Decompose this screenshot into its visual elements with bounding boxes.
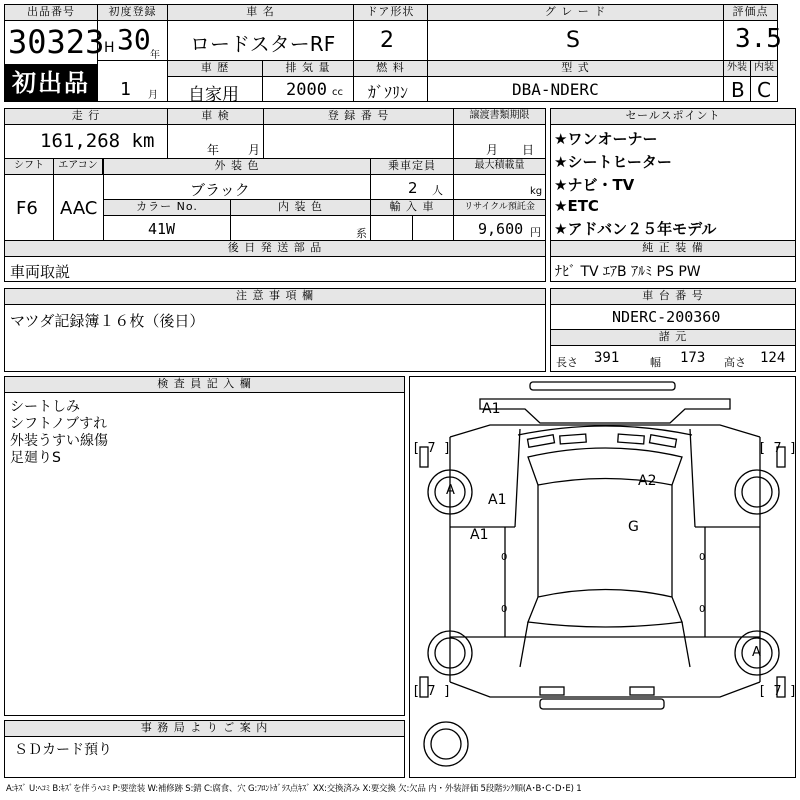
windshield [528, 448, 682, 485]
inspector-line-3: 外装うすい線傷 [10, 433, 108, 449]
first-reg-label: 初度登録 [97, 4, 168, 21]
sales-point-3: ★ナビ・TV [554, 176, 635, 194]
transfer-month-unit: 月 [486, 143, 499, 157]
tread-fr: [ 7 ] [758, 441, 798, 456]
zero-mark: 0 [699, 552, 706, 563]
length: 391 [594, 350, 620, 366]
zero-mark: 0 [699, 604, 706, 615]
shift: F6 [16, 198, 38, 219]
inspector-line-2: シフトノブすれ [10, 416, 108, 432]
fuel: ｶﾞｿﾘﾝ [368, 83, 409, 102]
interior-score: C [757, 78, 771, 102]
trunk-sides [520, 622, 690, 667]
era: H [104, 40, 115, 56]
ext-color-label: 外 装 色 [103, 158, 371, 175]
displacement-unit: cc [332, 87, 343, 98]
color-no: 41W [148, 220, 176, 238]
history: 自家用 [188, 85, 239, 105]
load-unit: kg [530, 186, 543, 197]
int-color-unit: 系 [356, 227, 367, 240]
bonnet-curve [518, 426, 692, 435]
height: 124 [760, 350, 786, 366]
lot-no-label: 出品番号 [4, 4, 98, 21]
recycle-label: リサイクル預託金 [453, 199, 546, 216]
notes-text: マツダ記録簿１６枚（後日） [10, 312, 205, 330]
rear-end [450, 682, 760, 697]
model: DBA-NDERC [512, 80, 599, 99]
car-name-label: 車 名 [167, 4, 354, 21]
sales-points-label: セールスポイント [550, 108, 796, 125]
genuine-label: 純 正 装 備 [550, 240, 796, 257]
displacement: 2000 [286, 80, 327, 100]
sales-point-5: ★アドバン２５年モデル [554, 220, 717, 238]
door-label: ドア形状 [353, 4, 428, 21]
chassis-number: NDERC-200360 [612, 308, 721, 326]
grade: S [566, 28, 580, 53]
inspector-label: 検 査 員 記 入 欄 [4, 376, 405, 393]
interior-label: 内装 [750, 60, 778, 77]
transfer-label: 譲渡書類期限 [453, 108, 546, 125]
mark-a1-front: A1 [488, 492, 507, 508]
ac: AAC [60, 198, 98, 219]
office-label: 事 務 局 よ り ご 案 内 [4, 720, 405, 737]
mileage: 161,268 km [40, 130, 155, 152]
legend: A:ｷｽﾞ U:ﾍｺﾐ B:ｷｽﾞを伴うﾍｺﾐ P:要塗装 W:補修跡 S:錆 C:腐食、穴 G:ﾌﾛﾝﾄｶﾞﾗｽ点ｷｽﾞ XX:交換済み X:要交換 欠:欠品 内・外装評価 5段階ﾗﾝｸ順(A･B･C･D･E) 1 [6, 784, 582, 794]
sales-point-4: ★ETC [554, 197, 599, 215]
tire-mark-front: A [446, 483, 455, 498]
first-listing-badge: 初出品 [5, 65, 97, 101]
reg-no-label: 登 録 番 号 [263, 108, 454, 125]
reg-year: 30 [117, 23, 151, 56]
tread-rr: [ 7 ] [758, 684, 798, 699]
lot-number: 30323 [8, 23, 105, 61]
tread-fl: [ 7 ] [412, 441, 452, 456]
history-label: 車 歴 [167, 60, 263, 77]
ac-label: エアコン [53, 158, 103, 175]
tire-mark-rear: A [752, 645, 761, 660]
notes-label: 注 意 事 項 欄 [4, 288, 546, 305]
later-parts-label: 後 日 発 送 部 品 [4, 240, 546, 257]
fuel-label: 燃 料 [353, 60, 428, 77]
body-sides [450, 437, 760, 682]
sales-point-2: ★シートヒーター [554, 153, 672, 171]
inspection-month-unit: 月 [248, 143, 261, 157]
width: 173 [680, 350, 706, 366]
cabin-sides [538, 485, 672, 597]
inspection-year-unit: 年 [207, 143, 220, 157]
dims-label: 諸 元 [550, 329, 796, 346]
month-unit: 月 [148, 90, 158, 101]
score-label: 評価点 [723, 4, 778, 21]
shift-label: シフト [4, 158, 54, 175]
recycle-unit: 円 [530, 226, 541, 239]
door-type: 2 [380, 28, 394, 53]
inspection-label: 車 検 [167, 108, 264, 125]
capacity-unit: 人 [432, 184, 443, 197]
car-name: ロードスターRF [190, 32, 336, 56]
genuine-equipment: ﾅﾋﾞ TV ｴｱB ｱﾙﾐ PS PW [555, 264, 701, 280]
width-label: 幅 [650, 356, 661, 369]
grade-label: グ レ ー ド [427, 4, 724, 21]
year-unit: 年 [150, 50, 160, 61]
hood-front [450, 425, 760, 437]
int-color-label: 内 装 色 [230, 199, 371, 216]
zero-mark: 0 [501, 552, 508, 563]
chassis-label: 車 台 番 号 [550, 288, 796, 305]
car-diagram-drawing [410, 377, 798, 777]
rear-window [528, 590, 682, 628]
office-text: ＳＤカード預り [14, 742, 112, 758]
import-label: 輸 入 車 [370, 199, 454, 216]
exterior-label: 外装 [723, 60, 751, 77]
front-bumper [480, 399, 730, 423]
top-bar [530, 382, 675, 390]
zero-mark: 0 [501, 604, 508, 615]
later-parts: 車両取説 [10, 263, 71, 281]
exterior-score: B [731, 78, 745, 102]
mileage-label: 走 行 [4, 108, 168, 125]
score: 3.5 [735, 24, 782, 54]
reg-month: 1 [120, 79, 131, 100]
rear-bumper [540, 699, 664, 709]
length-label: 長さ [556, 356, 578, 369]
height-label: 高さ [724, 356, 746, 369]
transfer-day-unit: 日 [522, 143, 535, 157]
sales-point-1: ★ワンオーナー [554, 130, 658, 148]
model-label: 型 式 [427, 60, 724, 77]
tread-rl: [ 7 ] [412, 684, 452, 699]
capacity-label: 乗車定員 [370, 158, 454, 175]
displacement-label: 排 気 量 [262, 60, 354, 77]
load-label: 最大積載量 [453, 158, 546, 175]
mark-g: G [628, 519, 639, 535]
recycle-fee: 9,600 [478, 220, 524, 238]
inspector-line-4: 足廻りS [10, 450, 61, 466]
ext-color: ブラック [190, 181, 250, 199]
car-diagram [409, 376, 796, 778]
mark-a2: A2 [638, 473, 657, 489]
capacity: 2 [408, 179, 418, 197]
mark-a1-hood: A1 [482, 401, 501, 417]
mark-a1-door: A1 [470, 527, 489, 543]
inspector-line-1: シートしみ [10, 399, 80, 415]
color-no-label: カラー No. [103, 199, 231, 216]
door-inner [505, 527, 705, 637]
